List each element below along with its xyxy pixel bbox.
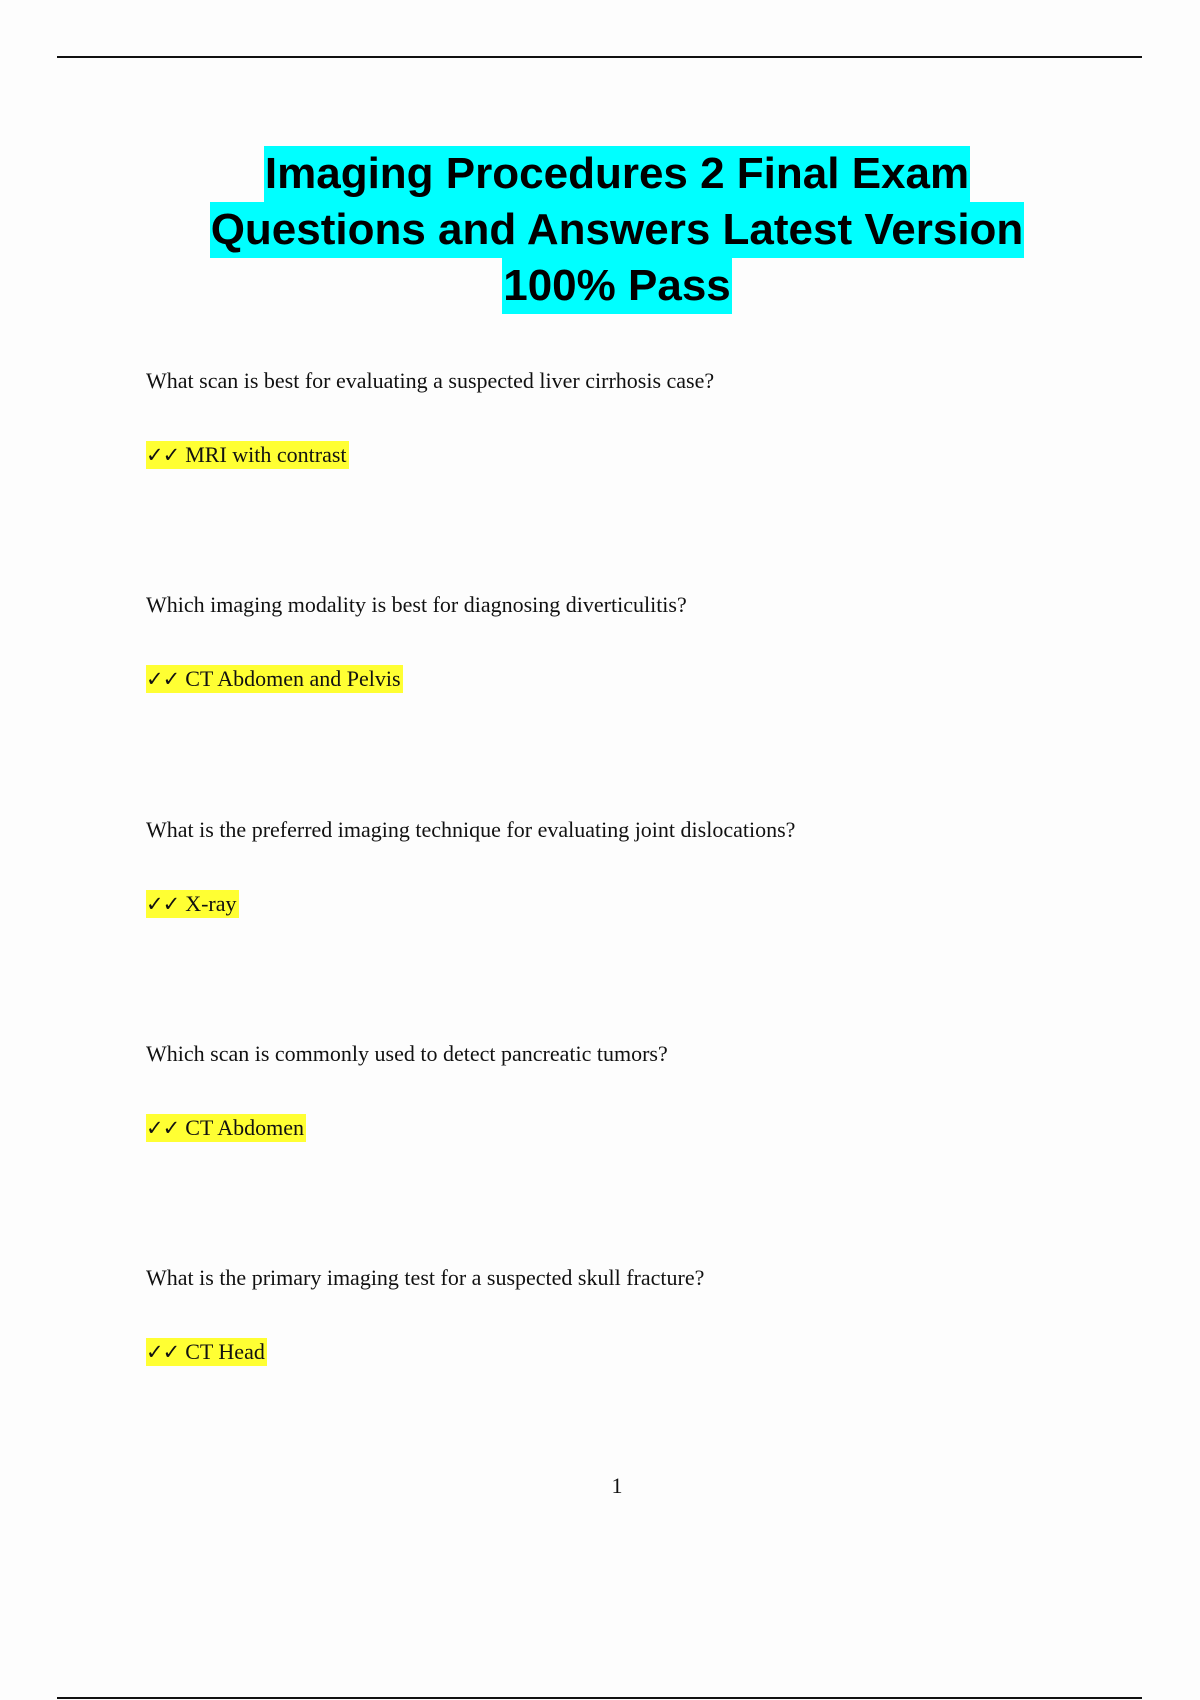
answer-highlight bbox=[146, 890, 239, 918]
qa-item-5 bbox=[146, 1264, 1106, 1366]
answer-text: CT Head bbox=[185, 1339, 265, 1364]
double-check-icon: ✓✓ bbox=[146, 1116, 180, 1140]
title-line-3: 100% Pass bbox=[502, 258, 732, 314]
answer-highlight bbox=[146, 665, 403, 693]
question-text: What is the primary imaging test for a suspected skull fracture? bbox=[146, 1265, 705, 1290]
footer-rule bbox=[57, 1697, 1142, 1699]
title-line-1: Imaging Procedures 2 Final Exam bbox=[264, 146, 970, 202]
document-title bbox=[0, 146, 1200, 314]
title-line-2: Questions and Answers Latest Version bbox=[210, 202, 1025, 258]
header-rule bbox=[57, 56, 1142, 58]
answer-text: X-ray bbox=[185, 891, 237, 916]
qa-item-3 bbox=[146, 816, 1106, 918]
double-check-icon: ✓✓ bbox=[146, 667, 180, 691]
double-check-icon: ✓✓ bbox=[146, 1340, 180, 1364]
answer-text: CT Abdomen bbox=[185, 1115, 304, 1140]
question-text: What scan is best for evaluating a suspected liver cirrhosis case? bbox=[146, 368, 715, 393]
question-text: Which scan is commonly used to detect pancreatic tumors? bbox=[146, 1041, 668, 1066]
question-text: Which imaging modality is best for diagnosing diverticulitis? bbox=[146, 592, 687, 617]
double-check-icon: ✓✓ bbox=[146, 443, 180, 467]
answer-text: CT Abdomen and Pelvis bbox=[185, 666, 401, 691]
answer-highlight bbox=[146, 1114, 306, 1142]
question-text: What is the preferred imaging technique for evaluating joint dislocations? bbox=[146, 817, 796, 842]
qa-item-2 bbox=[146, 591, 1106, 693]
page-number: 1 bbox=[611, 1473, 623, 1498]
answer-highlight bbox=[146, 441, 349, 469]
answer-text: MRI with contrast bbox=[185, 442, 347, 467]
qa-item-4 bbox=[146, 1040, 1106, 1142]
double-check-icon: ✓✓ bbox=[146, 892, 180, 916]
qa-item-1 bbox=[146, 367, 1106, 469]
answer-highlight bbox=[146, 1338, 267, 1366]
